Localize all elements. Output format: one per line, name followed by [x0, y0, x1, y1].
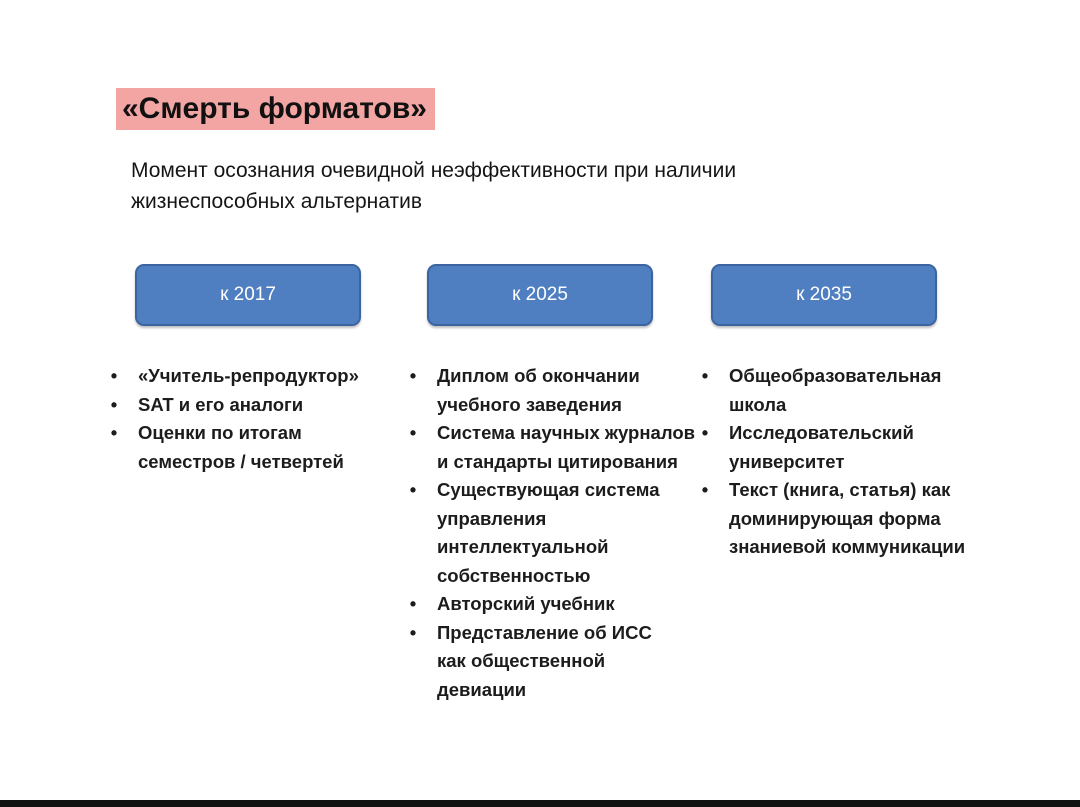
list-item-text: Система научных журналов и стандарты цитирования [437, 422, 695, 472]
list-item [108, 391, 398, 420]
list-2017 [108, 362, 398, 476]
list-item [699, 362, 979, 419]
period-box-2035: к 2035 [711, 264, 937, 326]
slide-title: «Смерть форматов» [116, 88, 435, 130]
list-item-text: Представление об ИСС как общественной девиации [437, 621, 652, 700]
list-item [407, 362, 687, 419]
bullet-icon: • [701, 365, 709, 386]
list-item-text: Диплом об окончании учебного заведения [437, 365, 640, 415]
bullet-icon: • [409, 593, 417, 614]
list-item-text: Существующая система управления интеллектуальной собственностью [437, 479, 660, 586]
list-item [407, 476, 711, 590]
list-item [108, 362, 398, 391]
list-item [407, 419, 702, 476]
list-2035 [699, 362, 984, 562]
list-item-text: Оценки по итогам семестров / четвертей [138, 422, 344, 472]
period-box-2025: к 2025 [427, 264, 653, 326]
list-2025 [407, 362, 695, 704]
list-item-text: «Учитель-репродуктор» [138, 365, 359, 386]
list-item [699, 476, 1009, 562]
bullet-icon: • [110, 393, 118, 415]
list-item-text: Исследовательский университет [729, 422, 914, 472]
bullet-icon: • [409, 422, 417, 443]
list-item [108, 419, 368, 476]
bullet-icon: • [701, 479, 709, 500]
bullet-icon: • [110, 365, 118, 386]
slide-subtitle: Момент осознания очевидной неэффективности при наличии жизнеспособных альтернатив [131, 159, 737, 213]
bottom-border [0, 800, 1080, 807]
period-box-2017: к 2017 [135, 264, 361, 326]
bullet-icon: • [409, 621, 417, 643]
list-item-text: SAT и его аналоги [138, 393, 304, 415]
bullet-icon: • [701, 422, 709, 443]
bullet-icon: • [409, 479, 417, 500]
list-item [407, 619, 682, 705]
list-item [407, 590, 687, 619]
bullet-icon: • [409, 365, 417, 386]
list-item-text: Текст (книга, статья) как доминирующая форма знаниевой коммуникации [729, 479, 966, 557]
list-item-text: Общеобразовательная школа [729, 365, 942, 415]
list-item-text: Авторский учебник [437, 593, 615, 614]
bullet-icon: • [110, 422, 118, 443]
list-item [699, 419, 959, 476]
